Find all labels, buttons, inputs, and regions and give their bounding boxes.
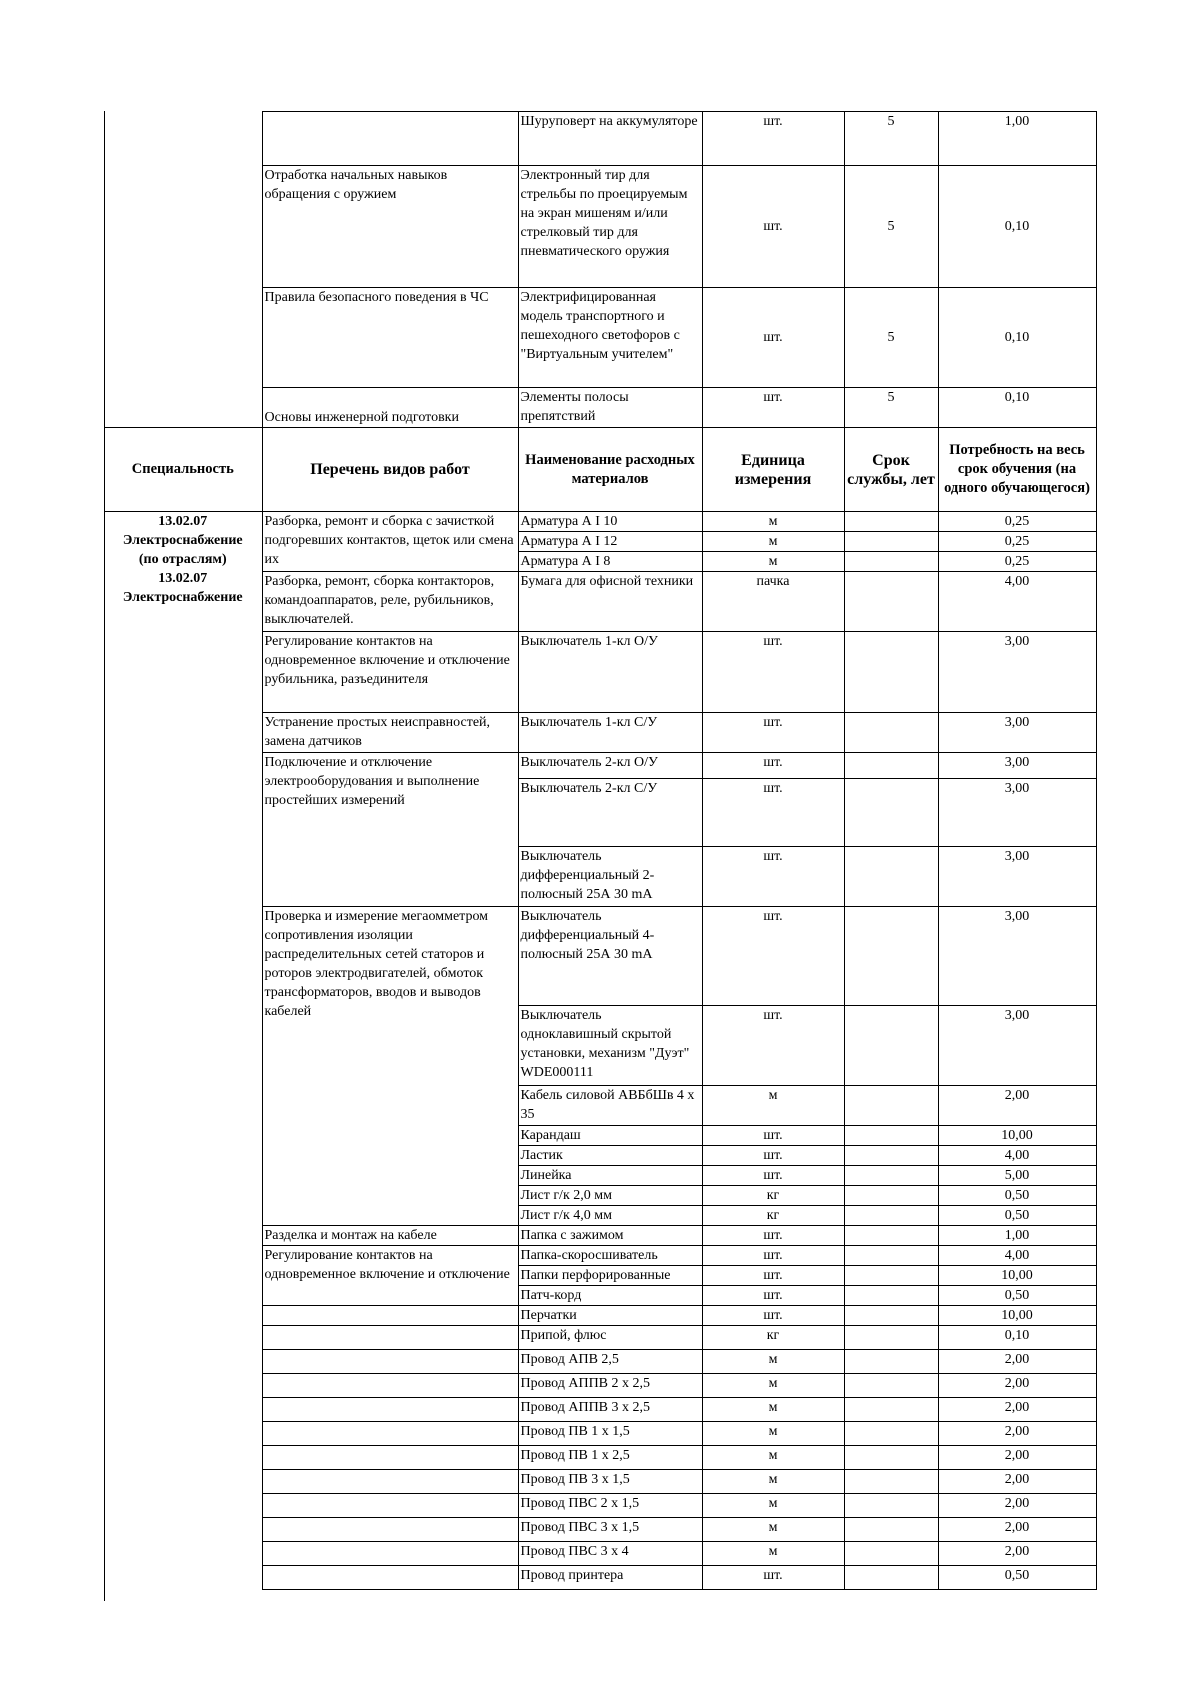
life-cell bbox=[844, 1326, 938, 1350]
header-works: Перечень видов работ bbox=[262, 428, 518, 512]
need-cell: 2,00 bbox=[938, 1494, 1096, 1518]
need-cell: 0,10 bbox=[938, 166, 1096, 288]
life-cell bbox=[844, 1542, 938, 1566]
specialty-branch: (по отраслям) bbox=[138, 552, 227, 567]
need-cell: 3,00 bbox=[938, 1006, 1096, 1086]
unit-cell: шт. bbox=[702, 713, 844, 753]
need-cell: 4,00 bbox=[938, 1246, 1096, 1266]
specialty-name: Электроснабжение bbox=[122, 533, 243, 548]
need-cell: 2,00 bbox=[938, 1518, 1096, 1542]
work-cell: Основы инженерной подготовки bbox=[262, 388, 518, 428]
material-cell: Ластик bbox=[518, 1146, 702, 1166]
work-cell-empty bbox=[262, 1470, 518, 1494]
need-cell: 1,00 bbox=[938, 1226, 1096, 1246]
work-cell: Регулирование контактов на одновременное включение и отключение рубильника, разъединителя bbox=[262, 632, 518, 713]
need-cell: 0,25 bbox=[938, 532, 1096, 552]
material-cell: Припой, флюс bbox=[518, 1326, 702, 1350]
work-cell-empty bbox=[262, 1542, 518, 1566]
need-cell: 1,00 bbox=[938, 112, 1096, 166]
life-cell bbox=[844, 1226, 938, 1246]
life-cell bbox=[844, 1374, 938, 1398]
unit-cell: шт. bbox=[702, 907, 844, 1006]
need-cell: 2,00 bbox=[938, 1446, 1096, 1470]
material-cell: Лист г/к 2,0 мм bbox=[518, 1186, 702, 1206]
work-cell bbox=[262, 112, 518, 166]
work-cell-empty bbox=[262, 1350, 518, 1374]
life-cell bbox=[844, 1006, 938, 1086]
material-cell: Провод ПВ 3 х 1,5 bbox=[518, 1470, 702, 1494]
life-cell bbox=[844, 1422, 938, 1446]
work-cell-empty bbox=[262, 1518, 518, 1542]
life-cell bbox=[844, 1566, 938, 1590]
material-cell: Выключатель 1-кл С/У bbox=[518, 713, 702, 753]
unit-cell: шт. bbox=[702, 166, 844, 288]
unit-cell: кг bbox=[702, 1206, 844, 1226]
specialty-code: 13.02.07 bbox=[158, 514, 208, 529]
unit-cell: шт. bbox=[702, 388, 844, 428]
unit-cell: шт. bbox=[702, 1166, 844, 1186]
material-cell: Карандаш bbox=[518, 1126, 702, 1146]
need-cell: 0,25 bbox=[938, 512, 1096, 532]
material-cell: Арматура А I 12 bbox=[518, 532, 702, 552]
work-cell-empty bbox=[262, 1374, 518, 1398]
table-row bbox=[104, 512, 1096, 532]
material-cell: Линейка bbox=[518, 1166, 702, 1186]
materials-table bbox=[104, 427, 1097, 1590]
material-cell: Выключатель 2-кл С/У bbox=[518, 779, 702, 847]
need-cell: 4,00 bbox=[938, 1146, 1096, 1166]
life-cell bbox=[844, 1398, 938, 1422]
material-cell: Элементы полосы препятствий bbox=[518, 388, 702, 428]
unit-cell: шт. bbox=[702, 847, 844, 907]
need-cell: 3,00 bbox=[938, 713, 1096, 753]
need-cell: 3,00 bbox=[938, 753, 1096, 779]
unit-cell: м bbox=[702, 512, 844, 532]
need-cell: 2,00 bbox=[938, 1086, 1096, 1126]
material-cell: Папка с зажимом bbox=[518, 1226, 702, 1246]
work-cell: Проверка и измерение мегаомметром сопротивления изоляции распределительных сетей статоров и роторов электродвигателей, обмоток трансформаторов, вводов и выводов кабелей bbox=[262, 907, 518, 1226]
unit-cell: шт. bbox=[702, 112, 844, 166]
need-cell: 10,00 bbox=[938, 1306, 1096, 1326]
need-cell: 10,00 bbox=[938, 1126, 1096, 1146]
unit-cell: м bbox=[702, 1422, 844, 1446]
need-cell: 0,10 bbox=[938, 1326, 1096, 1350]
life-cell bbox=[844, 753, 938, 779]
material-cell: Провод ПВС 3 х 1,5 bbox=[518, 1518, 702, 1542]
need-cell: 10,00 bbox=[938, 1266, 1096, 1286]
life-cell bbox=[844, 1086, 938, 1126]
unit-cell: м bbox=[702, 1350, 844, 1374]
work-cell-empty bbox=[262, 1446, 518, 1470]
life-cell bbox=[844, 1518, 938, 1542]
header-specialty: Специальность bbox=[104, 428, 262, 512]
life-cell bbox=[844, 1206, 938, 1226]
unit-cell: м bbox=[702, 1494, 844, 1518]
life-cell bbox=[844, 1306, 938, 1326]
specialty-cell-continued bbox=[104, 847, 262, 1590]
unit-cell: м bbox=[702, 1470, 844, 1494]
life-cell bbox=[844, 1286, 938, 1306]
header-life: Срок службы, лет bbox=[844, 428, 938, 512]
life-cell bbox=[844, 779, 938, 847]
work-cell-empty bbox=[262, 1422, 518, 1446]
specialty-name-2: Электроснабжение bbox=[122, 590, 243, 605]
specialty-code-2: 13.02.07 bbox=[158, 571, 208, 586]
life-cell bbox=[844, 512, 938, 532]
unit-cell: м bbox=[702, 1446, 844, 1470]
need-cell: 0,25 bbox=[938, 552, 1096, 572]
need-cell: 2,00 bbox=[938, 1470, 1096, 1494]
life-cell bbox=[844, 907, 938, 1006]
unit-cell: шт. bbox=[702, 632, 844, 713]
need-cell: 0,50 bbox=[938, 1186, 1096, 1206]
material-cell: Папка-скоросшиватель bbox=[518, 1246, 702, 1266]
unit-cell: шт. bbox=[702, 1126, 844, 1146]
work-cell-empty bbox=[262, 1494, 518, 1518]
life-cell bbox=[844, 1246, 938, 1266]
life-cell bbox=[844, 532, 938, 552]
need-cell: 4,00 bbox=[938, 572, 1096, 632]
work-cell: Разборка, ремонт, сборка контакторов, командоаппаратов, реле, рубильников, выключателей. bbox=[262, 572, 518, 632]
life-cell bbox=[844, 1446, 938, 1470]
material-cell: Электрифицированная модель транспортного и пешеходного светофоров с "Виртуальным учителем" bbox=[518, 288, 702, 388]
unit-cell: шт. bbox=[702, 288, 844, 388]
need-cell: 2,00 bbox=[938, 1542, 1096, 1566]
work-cell: Отработка начальных навыков обращения с оружием bbox=[262, 166, 518, 288]
unit-cell: м bbox=[702, 532, 844, 552]
need-cell: 0,50 bbox=[938, 1206, 1096, 1226]
unit-cell: шт. bbox=[702, 1146, 844, 1166]
material-cell: Провод АППВ 3 х 2,5 bbox=[518, 1398, 702, 1422]
unit-cell: м bbox=[702, 1374, 844, 1398]
material-cell: Провод ПВС 2 х 1,5 bbox=[518, 1494, 702, 1518]
work-cell: Правила безопасного поведения в ЧС bbox=[262, 288, 518, 388]
header-need: Потребность на весь срок обучения (на одного обучающегося) bbox=[938, 428, 1096, 512]
need-cell: 0,50 bbox=[938, 1286, 1096, 1306]
life-cell bbox=[844, 632, 938, 713]
material-cell: Выключатель одноклавишный скрытой установки, механизм "Дуэт" WDE000111 bbox=[518, 1006, 702, 1086]
need-cell: 0,10 bbox=[938, 388, 1096, 428]
material-cell: Выключатель дифференциальный 2-полюсный 25А 30 mA bbox=[518, 847, 702, 907]
life-cell bbox=[844, 1350, 938, 1374]
material-cell: Бумага для офисной техники bbox=[518, 572, 702, 632]
specialty-cell-empty bbox=[104, 112, 262, 428]
need-cell: 0,50 bbox=[938, 1566, 1096, 1590]
work-cell: Подключение и отключение электрооборудования и выполнение простейших измерений bbox=[262, 753, 518, 907]
material-cell: Шуруповерт на аккумуляторе bbox=[518, 112, 702, 166]
material-cell: Патч-корд bbox=[518, 1286, 702, 1306]
life-cell: 5 bbox=[844, 112, 938, 166]
header-materials: Наименование расходных материалов bbox=[518, 428, 702, 512]
material-cell: Лист г/к 4,0 мм bbox=[518, 1206, 702, 1226]
material-cell: Провод АПВ 2,5 bbox=[518, 1350, 702, 1374]
life-cell bbox=[844, 713, 938, 753]
work-cell: Разделка и монтаж на кабеле bbox=[262, 1226, 518, 1246]
material-cell: Провод принтера bbox=[518, 1566, 702, 1590]
table-header-row bbox=[104, 428, 1096, 512]
life-cell bbox=[844, 847, 938, 907]
unit-cell: шт. bbox=[702, 1266, 844, 1286]
need-cell: 2,00 bbox=[938, 1398, 1096, 1422]
work-cell-empty bbox=[262, 1398, 518, 1422]
table-row bbox=[104, 847, 1096, 907]
need-cell: 3,00 bbox=[938, 632, 1096, 713]
work-cell: Разборка, ремонт и сборка с зачисткой подгоревших контактов, щеток или смена их bbox=[262, 512, 518, 572]
life-cell bbox=[844, 1126, 938, 1146]
life-cell bbox=[844, 572, 938, 632]
table-row bbox=[104, 112, 1096, 166]
unit-cell: шт. bbox=[702, 1246, 844, 1266]
unit-cell: м bbox=[702, 552, 844, 572]
unit-cell: шт. bbox=[702, 1286, 844, 1306]
unit-cell: м bbox=[702, 1086, 844, 1126]
work-cell: Регулирование контактов на одновременное включение и отключение bbox=[262, 1246, 518, 1306]
header-unit: Единица измерения bbox=[702, 428, 844, 512]
material-cell: Перчатки bbox=[518, 1306, 702, 1326]
material-cell: Арматура А I 8 bbox=[518, 552, 702, 572]
material-cell: Провод ПВ 1 х 1,5 bbox=[518, 1422, 702, 1446]
life-cell bbox=[844, 1494, 938, 1518]
need-cell: 3,00 bbox=[938, 847, 1096, 907]
unit-cell: м bbox=[702, 1518, 844, 1542]
material-cell: Выключатель 1-кл О/У bbox=[518, 632, 702, 713]
material-cell: Электронный тир для стрельбы по проецируемым на экран мишеням и/или стрелковый тир для пневматического оружия bbox=[518, 166, 702, 288]
life-cell: 5 bbox=[844, 166, 938, 288]
unit-cell: кг bbox=[702, 1186, 844, 1206]
work-cell: Устранение простых неисправностей, замена датчиков bbox=[262, 713, 518, 753]
need-cell: 2,00 bbox=[938, 1422, 1096, 1446]
material-cell: Арматура А I 10 bbox=[518, 512, 702, 532]
unit-cell: пачка bbox=[702, 572, 844, 632]
unit-cell: шт. bbox=[702, 1006, 844, 1086]
unit-cell: шт. bbox=[702, 1226, 844, 1246]
life-cell bbox=[844, 1146, 938, 1166]
need-cell: 3,00 bbox=[938, 907, 1096, 1006]
need-cell: 5,00 bbox=[938, 1166, 1096, 1186]
life-cell bbox=[844, 1186, 938, 1206]
material-cell: Провод АППВ 2 х 2,5 bbox=[518, 1374, 702, 1398]
unit-cell: шт. bbox=[702, 779, 844, 847]
unit-cell: м bbox=[702, 1398, 844, 1422]
work-cell-empty bbox=[262, 1326, 518, 1350]
life-cell bbox=[844, 1266, 938, 1286]
need-cell: 2,00 bbox=[938, 1374, 1096, 1398]
unit-cell: шт. bbox=[702, 1306, 844, 1326]
material-cell: Кабель силовой АВБбШв 4 х 35 bbox=[518, 1086, 702, 1126]
material-cell: Выключатель 2-кл О/У bbox=[518, 753, 702, 779]
material-cell: Провод ПВС 3 х 4 bbox=[518, 1542, 702, 1566]
need-cell: 3,00 bbox=[938, 779, 1096, 847]
need-cell: 0,10 bbox=[938, 288, 1096, 388]
work-cell-empty bbox=[262, 1566, 518, 1590]
life-cell bbox=[844, 1166, 938, 1186]
material-cell: Папки перфорированные bbox=[518, 1266, 702, 1286]
life-cell: 5 bbox=[844, 388, 938, 428]
unit-cell: шт. bbox=[702, 753, 844, 779]
work-cell-empty bbox=[262, 1306, 518, 1326]
life-cell bbox=[844, 1470, 938, 1494]
specialty-cell bbox=[104, 512, 262, 847]
unit-cell: кг bbox=[702, 1326, 844, 1350]
continuation-table bbox=[104, 111, 1097, 428]
unit-cell: шт. bbox=[702, 1566, 844, 1590]
life-cell bbox=[844, 552, 938, 572]
life-cell: 5 bbox=[844, 288, 938, 388]
material-cell: Провод ПВ 1 х 2,5 bbox=[518, 1446, 702, 1470]
material-cell: Выключатель дифференциальный 4-полюсный 25А 30 mA bbox=[518, 907, 702, 1006]
need-cell: 2,00 bbox=[938, 1350, 1096, 1374]
unit-cell: м bbox=[702, 1542, 844, 1566]
